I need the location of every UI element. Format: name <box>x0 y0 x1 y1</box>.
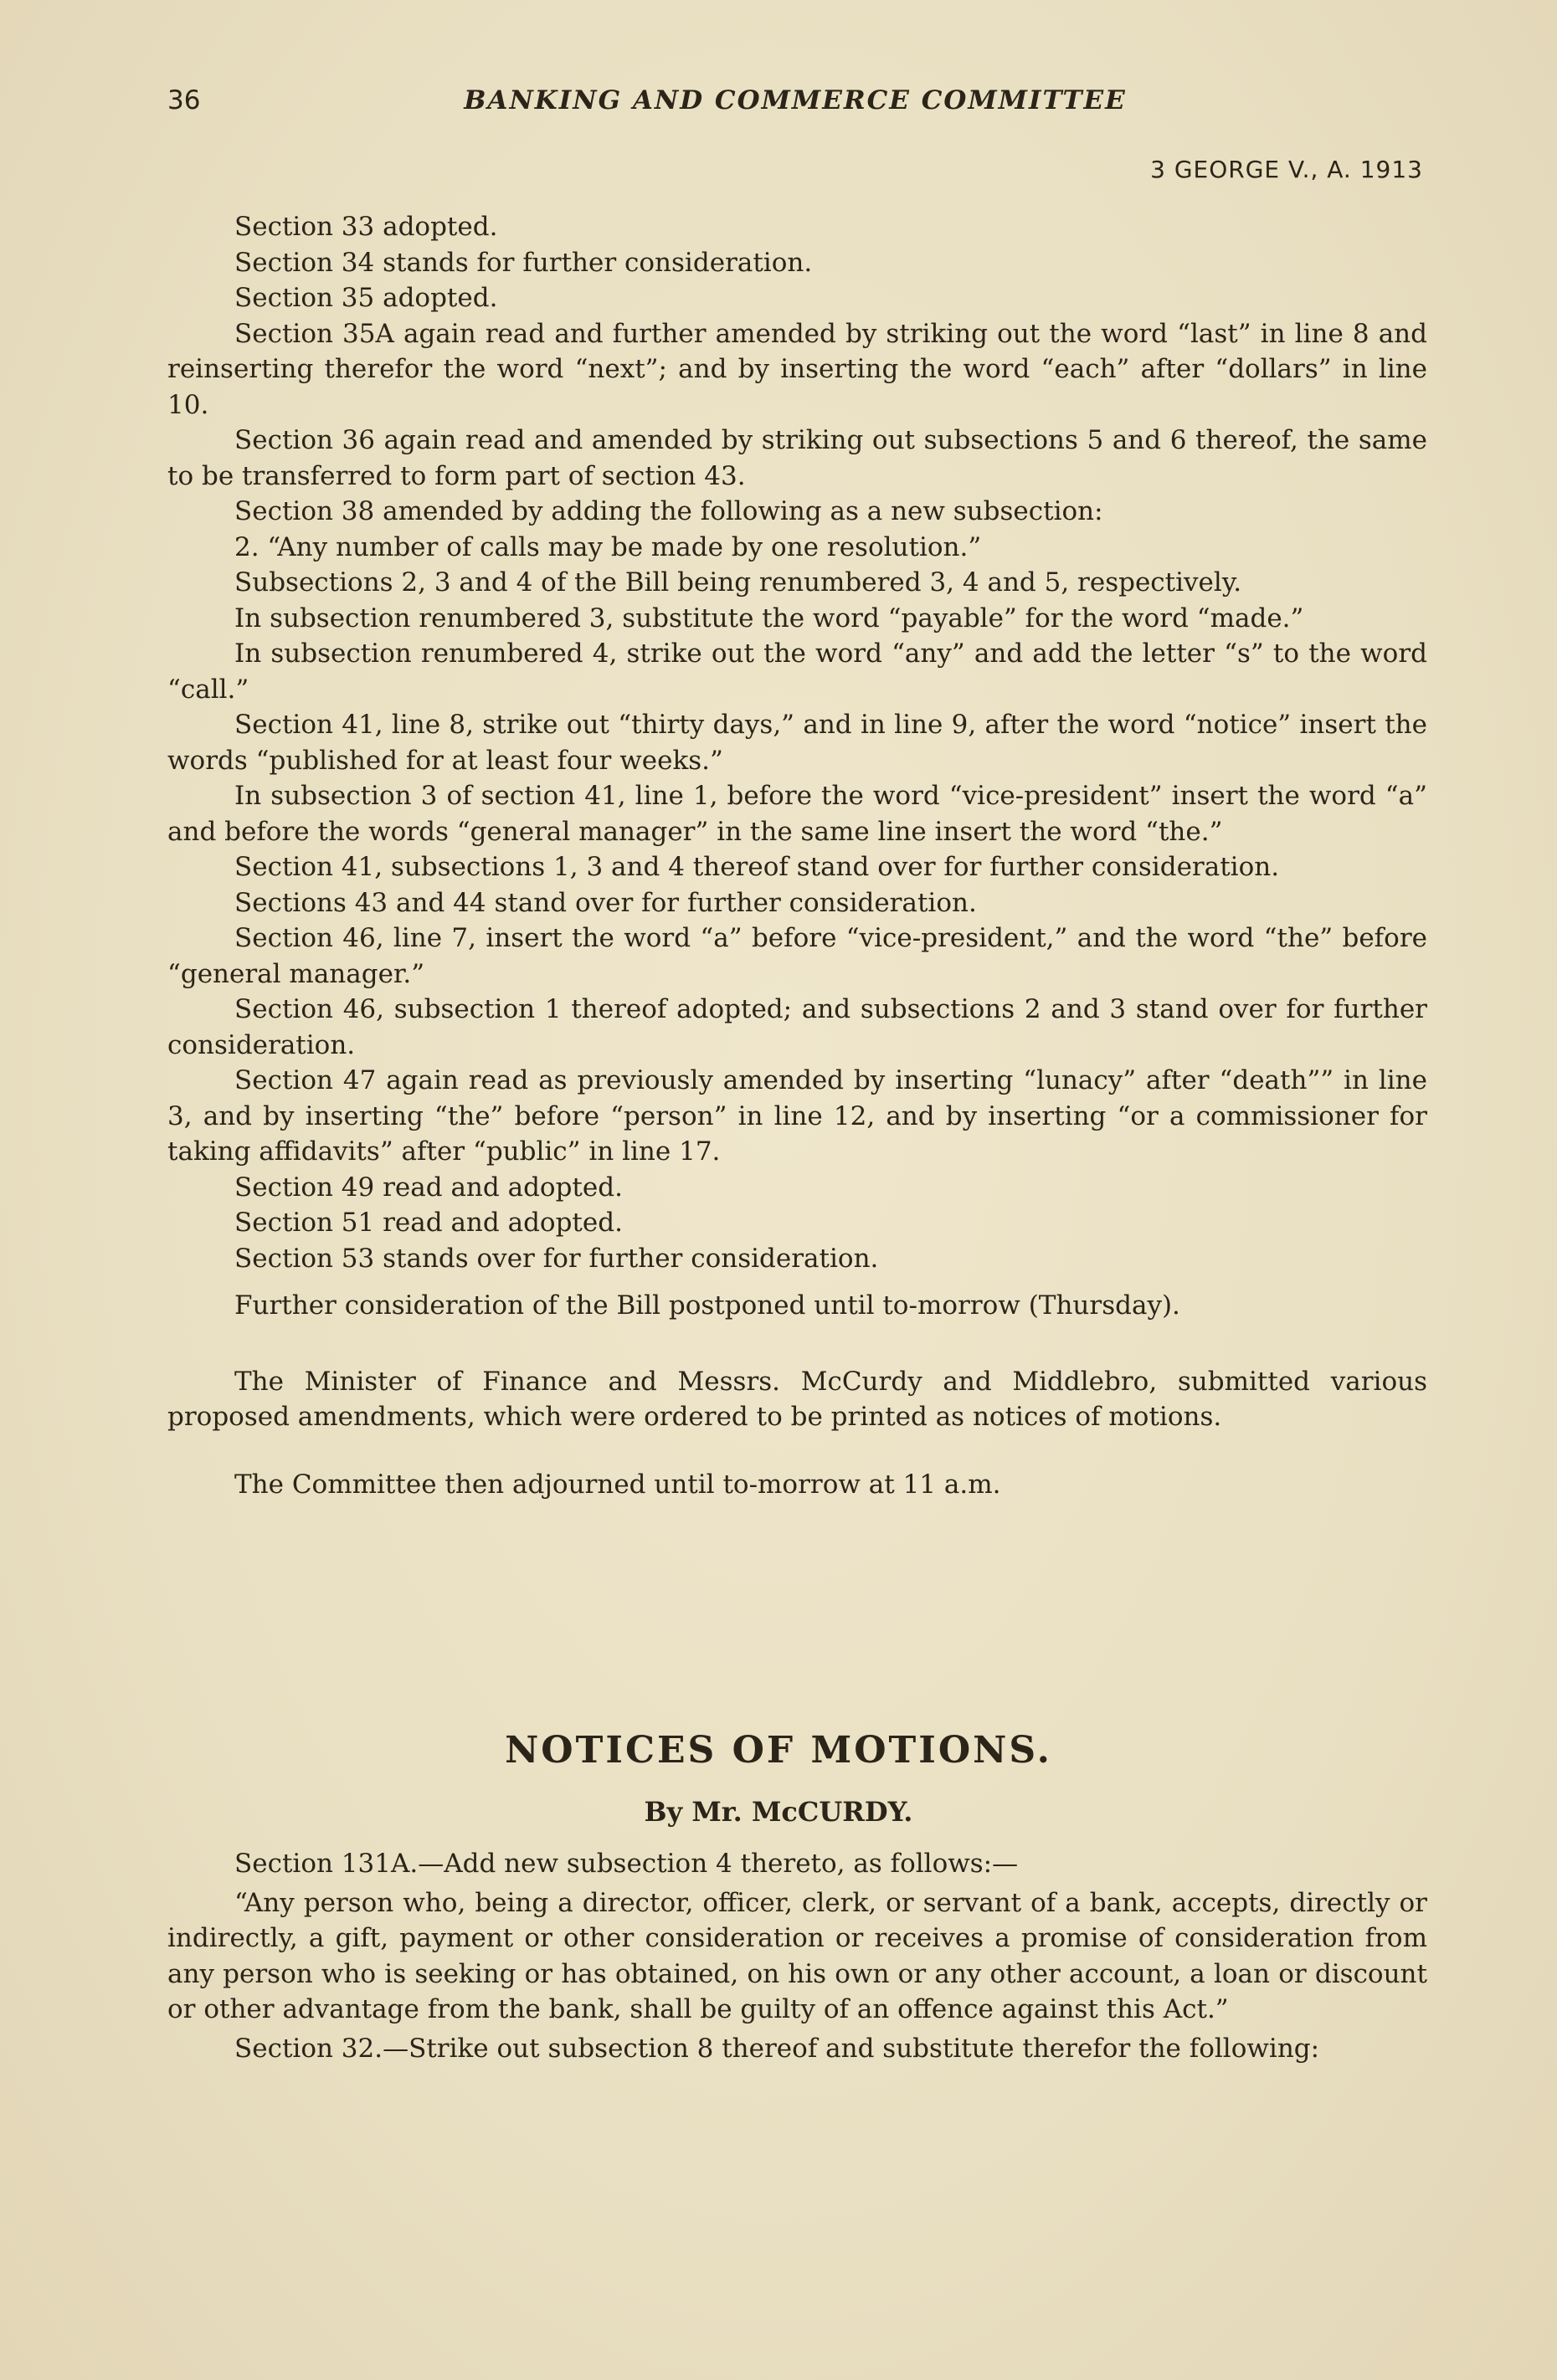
minutes-paragraph: Section 38 amended by adding the following as a new subsection: <box>234 496 1103 526</box>
notices-body <box>167 1846 1427 2070</box>
notices-byline: By Mr. McCURDY. <box>644 1796 913 1828</box>
postponement-note: Further consideration of the Bill postponed until to-morrow (Thursday). <box>234 1290 1180 1321</box>
minutes-paragraph: Section 49 read and adopted. <box>234 1172 623 1203</box>
minutes-paragraph: Section 46, subsection 1 thereof adopted; and subsections 2 and 3 stand over for further consideration. <box>167 994 1427 1060</box>
adjournment-note: The Committee then adjourned until to-morrow at 11 a.m. <box>234 1469 1001 1500</box>
minutes-paragraph: 2. “Any number of calls may be made by one resolution.” <box>234 531 982 562</box>
minutes-paragraph: Sections 43 and 44 stand over for further consideration. <box>234 887 977 918</box>
minutes-paragraph: Section 41, line 8, strike out “thirty days,” and in line 9, after the word “notice” insert the words “published for at least four weeks.” <box>167 710 1427 776</box>
minutes-paragraph: In subsection renumbered 4, strike out the word “any” and add the letter “s” to the word “call.” <box>167 639 1427 705</box>
amendments-note: The Minister of Finance and Messrs. McCurdy and Middlebro, submitted various proposed amendments, which were ordered to be printed as notices of motions. <box>167 1366 1427 1432</box>
minutes-paragraph: Section 53 stands over for further consideration. <box>234 1243 879 1274</box>
minutes-paragraph: Section 35A again read and further amended by striking out the word “last” in line 8 and reinserting therefor the word “next”; and by inserting the word “each” after “dollars” in line 10. <box>167 318 1427 420</box>
minutes-paragraph: Section 36 again read and amended by striking out subsections 5 and 6 thereof, the same to be transferred to form part of section 43. <box>167 425 1427 491</box>
minutes-paragraph: Section 33 adopted. <box>234 212 498 242</box>
notices-heading: NOTICES OF MOTIONS. <box>505 1729 1052 1772</box>
regnal-year: 3 GEORGE V., A. 1913 <box>1150 156 1423 183</box>
notice-paragraph: Section 131A.—Add new subsection 4 thereto, as follows:— <box>234 1849 1019 1879</box>
minutes-paragraph: In subsection 3 of section 41, line 1, before the word “vice-president” insert the word “a” and before the words “general manager” in the same line insert the word “the.” <box>167 781 1427 847</box>
page-number: 36 <box>167 85 201 115</box>
minutes-paragraph: Section 35 adopted. <box>234 283 498 313</box>
minutes-paragraph: Section 41, subsections 1, 3 and 4 thereof stand over for further consideration. <box>234 852 1280 882</box>
minutes-paragraph: Section 34 stands for further consideration. <box>234 247 813 278</box>
notice-paragraph: “Any person who, being a director, officer, clerk, or servant of a bank, accepts, directly or indirectly, a gift, payment or other consideration or receives a promise of consideration from any person who is seeking or has obtained, on his own or any other account, a loan or discount or other advantage from the bank, shall be guilty of an offence against this Act.” <box>167 1887 1427 2024</box>
minutes-paragraph: Section 47 again read as previously amended by inserting “lunacy” after “death”” in line 3, and by inserting “the” before “person” in line 12, and by inserting “or a commissioner for taking affidavits” after “public” in line 17. <box>167 1065 1427 1167</box>
minutes-paragraph: In subsection renumbered 3, substitute the word “payable” for the word “made.” <box>234 603 1304 633</box>
minutes-paragraph: Section 46, line 7, insert the word “a” before “vice-president,” and the word “the” before “general manager.” <box>167 923 1427 989</box>
notice-paragraph: Section 32.—Strike out subsection 8 thereof and substitute therefor the following: <box>234 2033 1320 2064</box>
running-title: BANKING AND COMMERCE COMMITTEE <box>464 85 1127 115</box>
running-head <box>167 85 1423 122</box>
minutes-paragraph: Section 51 read and adopted. <box>234 1208 623 1238</box>
minutes-paragraph: Subsections 2, 3 and 4 of the Bill being renumbered 3, 4 and 5, respectively. <box>234 567 1242 598</box>
minutes-body <box>167 209 1427 1502</box>
